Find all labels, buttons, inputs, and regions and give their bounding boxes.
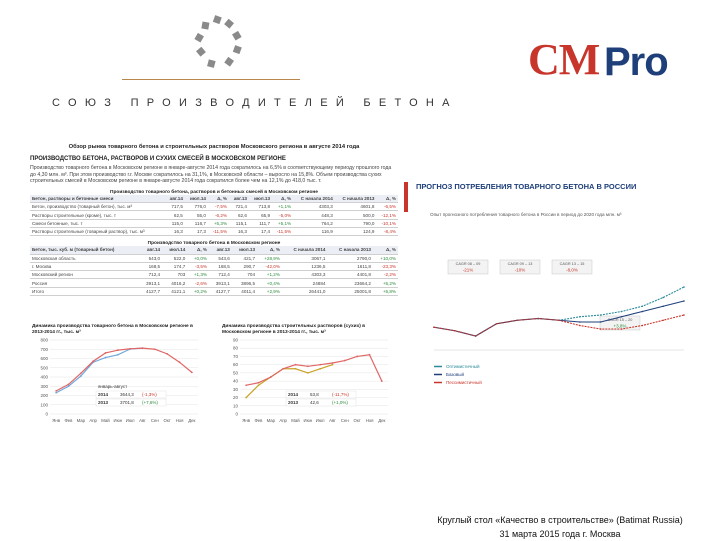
table-cell: 111,7 [249,219,272,227]
logo-squares [194,15,241,68]
table-cell: 168,5 [209,262,232,270]
data-point [55,390,57,392]
x-tick-label: Апр [89,417,97,423]
table-cell: 3913,1 [209,279,232,287]
x-tick-label: Июл [125,417,135,423]
legend-label: Базовый [446,372,465,377]
forecast-point [517,319,519,321]
forecast-point [579,321,581,323]
cagr-label: CAGR 13 – 15 [559,262,585,266]
forecast-point [600,328,602,330]
table-cell: 4016,2 [162,279,187,287]
table-cell: -2,2% [373,271,398,279]
section-title: ПРОИЗВОДСТВО БЕТОНА, РАСТВОРОВ И СУХИХ СМЕСЕЙ В МОСКОВСКОМ РЕГИОНЕ [30,156,286,162]
table-cell: 713,8 [249,203,272,211]
table2-header-row [30,246,398,254]
x-tick-label: Янв [52,417,61,423]
table-cell: 16,3 [165,227,185,235]
chart1-svg [32,336,202,426]
data-point [332,363,334,365]
table-cell: +10,0% [373,254,398,262]
x-tick-label: Дек [188,417,196,423]
y-tick-label: 60 [232,361,238,367]
data-point [307,365,309,367]
table-row [30,227,398,235]
y-tick-label: 80 [232,345,238,351]
table-cell: 26441,0 [282,287,328,295]
column-header: Δ, % [257,246,282,254]
forecast-point [433,326,435,328]
column-header: авг.14 [139,246,162,254]
table-cell: +5,3% [208,219,229,227]
union-name: СОЮЗ ПРОИЗВОДИТЕЛЕЙ БЕТОНА [52,97,458,109]
table-row [30,279,398,287]
table-cell: 116,7 [185,219,208,227]
cagr-label: CAGR 15 – 20 [607,318,633,322]
table-cell: 4011,4 [232,287,257,295]
forecast-point [683,314,685,316]
legend-year: 2013 [98,399,109,405]
table-cell: -11,5% [272,227,293,235]
table-row [30,262,398,270]
x-tick-label: Сен [340,417,349,423]
cmpro-logo-pro: Pro [604,40,668,84]
table-cell: -8,4% [376,227,398,235]
data-point [129,347,131,349]
table-row [30,287,398,295]
forecast-point [662,319,664,321]
concrete-production-chart [32,324,202,431]
column-header: авг.14 [165,195,185,203]
x-tick-label: Июн [113,417,123,423]
forecast-point [683,300,685,302]
table-cell: 4303,3 [293,203,335,211]
table-cell: 290,7 [232,262,257,270]
table-cell: г. Москва [30,262,139,270]
data-point [381,380,383,382]
table-row [30,211,398,219]
table-cell: 421,7 [232,254,257,262]
column-header: С начала 2013 [335,195,377,203]
table-cell: 62,6 [229,211,249,219]
forecast-point [600,314,602,316]
table-cell: Московская область [30,254,139,262]
event-caption [402,513,718,541]
logo-rule [122,79,300,80]
y-tick-label: 300 [40,383,48,389]
table-cell: 543,6 [209,254,232,262]
legend-label: Оптимистичный [446,364,480,369]
table2-caption: Производство товарного бетона в Московском регионе [147,241,281,247]
column-header: Бетон, растворы и бетонные смеси [30,195,165,203]
x-tick-label: Ноя [365,417,374,423]
forecast-chart-svg [404,200,704,385]
forecast-point [662,305,664,307]
table-cell: 124,9 [335,227,377,235]
event-title: Круглый стол «Качество в строительстве» (Batimat Russia) [437,515,683,525]
table-cell: +0,2% [187,287,209,295]
table-cell: -3,5% [187,262,209,270]
column-header: авг.13 [209,246,232,254]
legend-value: 3644,3 [120,391,134,397]
forecast-point [475,335,477,337]
table-cell: -2,6% [187,279,209,287]
y-tick-label: 40 [232,378,238,384]
table-cell: 174,7 [162,262,187,270]
legend-value: 53,8 [310,391,319,397]
legend-label: Пессимистичный [446,380,482,385]
y-tick-label: 20 [232,394,238,400]
table-cell: 776,0 [185,203,208,211]
y-tick-label: 100 [40,401,48,407]
legend-value: 3701,8 [120,399,134,405]
x-tick-label: Апр [279,417,287,423]
table-cell: 790,0 [335,219,377,227]
y-tick-label: 200 [40,392,48,398]
data-point [55,391,57,393]
forecast-point [537,318,539,320]
x-tick-label: Май [291,417,300,423]
data-point [369,353,371,355]
table-cell: -10,1% [376,219,398,227]
forecast-point [621,311,623,313]
table-cell: +1,2% [257,271,282,279]
data-point [356,355,358,357]
chart2-svg [222,336,392,426]
table-cell: Московский регион [30,271,139,279]
forecast-point [621,328,623,330]
x-tick-label: Окт [353,417,361,423]
legend-year: 2014 [98,391,109,397]
legend-delta: (-11,7%) [332,391,349,397]
data-point [92,360,94,362]
x-tick-label: Ноя [175,417,184,423]
data-point [68,383,70,385]
cagr-value: -10% [514,267,526,273]
column-header: Δ, % [208,195,229,203]
table-cell: 1611,8 [327,262,373,270]
concrete-region-table [30,246,398,296]
cagr-value: -8,0% [566,267,578,273]
y-tick-label: 90 [232,337,238,343]
table-cell: +1,1% [272,203,293,211]
table-cell: 448,3 [293,211,335,219]
table-cell: 23664,2 [327,279,373,287]
data-point [68,385,70,387]
table-cell: 4303,3 [282,271,328,279]
y-tick-label: 700 [40,346,48,352]
union-logo-dots [190,14,250,76]
column-header: Δ, % [272,195,293,203]
report-paragraph: Производство товарного бетона в Московском регионе в январе-августе 2014 года сократилось на 6,5% в соответствующему периоду прошлого года до 4,30 млн. м³. При этом производство г.г. Москве сократилось на 31,1%, в Московской области – выросло на 15,8%. Объем производства сухих строительных смесей в Московском регионе в январе-августе 2014 года сократился более чем на 12,1% до 418,0 тыс. т. [30,165,392,185]
table-cell: Итого [30,287,139,295]
table1-caption: Производство товарного бетона, растворов и бетонных смесей в Московском регионе [110,189,318,195]
table-cell: 704 [232,271,257,279]
legend-delta: (-1,3%) [142,391,157,397]
column-header: июл.14 [185,195,208,203]
x-tick-label: Июл [315,417,325,423]
y-tick-label: 70 [232,353,238,359]
report-title: Обзор рынка товарного бетона и строительных растворов Московского региона в августе 2014 года [68,144,360,150]
table-cell: -23,3% [373,262,398,270]
x-tick-label: Май [101,417,110,423]
data-point [319,363,321,365]
y-tick-label: 0 [235,411,238,417]
table-cell: 543,0 [139,254,162,262]
table-cell: 115,0 [165,219,185,227]
table-cell: -12,1% [376,211,398,219]
data-point [142,347,144,349]
data-point [154,348,156,350]
x-tick-label: Авг [329,417,336,423]
table-cell: 764,2 [293,219,335,227]
data-point [258,381,260,383]
table-cell: 712,4 [209,271,232,279]
table-cell: +0,4% [257,279,282,287]
legend-value: 42,6 [310,399,319,405]
table-cell: -42,0% [257,262,282,270]
series-line-2013 [246,354,382,384]
table-cell: +5,2% [373,279,398,287]
table-cell: Бетон, производство (товарный бетон), тыс. м³ [30,203,165,211]
x-tick-label: Дек [378,417,386,423]
table-cell: 3896,5 [232,279,257,287]
table-cell: +5,1% [272,219,293,227]
column-header: авг.13 [229,195,249,203]
table-cell: -7,5% [208,203,229,211]
data-point [105,352,107,354]
table-cell: 17,4 [249,227,272,235]
forecast-point [642,305,644,307]
mortar-production-chart [222,324,392,431]
y-tick-label: 800 [40,337,48,343]
table-row [30,271,398,279]
table1-header-row [30,195,398,203]
table-cell: 62,5 [165,211,185,219]
chart2-title: Динамика производства строительных растворов (сухих) в Московском регионе в 2013-2014 гг., тыс. м³ [222,324,366,335]
table-cell: 2790,0 [327,254,373,262]
x-tick-label: Фев [64,417,73,423]
legend-year: 2013 [288,399,299,405]
table-cell: 4121,1 [162,287,187,295]
forecast-point [454,330,456,332]
table-cell: +2,9% [257,287,282,295]
table-cell: 500,0 [335,211,377,219]
y-tick-label: 400 [40,374,48,380]
x-tick-label: Сен [150,417,159,423]
column-header: Δ, % [187,246,209,254]
table-cell: 712,4 [139,271,162,279]
forecast-series-line [434,301,684,336]
table-cell: 721,4 [229,203,249,211]
table-cell: 168,5 [139,262,162,270]
table-cell: 717,5 [165,203,185,211]
x-tick-label: Июн [303,417,313,423]
data-point [307,372,309,374]
data-point [245,396,247,398]
x-tick-label: Мар [76,417,86,423]
table-cell: 4127,7 [139,287,162,295]
forecast-point [621,316,623,318]
forecast-point [642,311,644,313]
table-cell: 16,3 [229,227,249,235]
table-cell: -6,2% [208,211,229,219]
data-point [258,384,260,386]
table-cell: +0,0% [187,254,209,262]
y-tick-label: 10 [232,402,238,408]
table-cell: -6,5% [376,203,398,211]
x-tick-label: Янв [242,417,251,423]
y-tick-label: 30 [232,386,238,392]
x-tick-label: Мар [266,417,276,423]
x-tick-label: Фев [254,417,263,423]
data-point [80,375,82,377]
y-tick-label: 600 [40,355,48,361]
forecast-point [662,297,664,299]
chart-annotation: январь-август [98,383,128,389]
legend-delta: (+7,6%) [142,399,158,405]
data-point [295,363,297,365]
column-header: С начала 2014 [293,195,335,203]
forecast-panel [404,180,704,385]
forecast-point [496,323,498,325]
data-point [344,359,346,361]
table-cell: 3913,1 [139,279,162,287]
table-cell: 522,0 [162,254,187,262]
table-cell: Растворы строительные (кроме), тыс. т [30,211,165,219]
forecast-caption: Опыт прогнозного потребления товарного бетона в России в период до 2020 года млн. м³ [430,212,622,217]
table-cell: 25001,8 [327,287,373,295]
table-cell: 3067,1 [282,254,328,262]
cagr-value: +3,8% [613,323,627,329]
table-cell: 703 [162,271,187,279]
y-tick-label: 500 [40,364,48,370]
legend-delta: (+1,0%) [332,399,348,405]
forecast-series-line [434,287,684,336]
data-point [319,367,321,369]
table-cell: 115,1 [229,219,249,227]
production-table [30,195,398,236]
data-point [270,376,272,378]
data-point [332,362,334,364]
column-header: С начала 2014 [282,246,328,254]
data-point [117,349,119,351]
table2-body [30,254,398,295]
forecast-point [579,325,581,327]
data-point [191,371,193,373]
cagr-label: CAGR 09 – 13 [507,262,533,266]
table-cell: 1236,5 [282,262,328,270]
table-cell: Россия [30,279,139,287]
table1-body [30,203,398,236]
forecast-point [683,286,685,288]
forecast-point [558,319,560,321]
column-header: С начала 2013 [327,246,373,254]
x-tick-label: Окт [163,417,171,423]
column-header: Бетон, тыс. куб. м (товарный бетон) [30,246,139,254]
column-header: июл.13 [232,246,257,254]
data-point [105,356,107,358]
table-cell: Растворы строительные (товарный раствор), тыс. м³ [30,227,165,235]
column-header: Δ, % [373,246,398,254]
table-cell: -11,5% [208,227,229,235]
data-point [245,384,247,386]
table-cell: 4601,8 [335,203,377,211]
data-point [179,361,181,363]
table-row [30,254,398,262]
table-cell: Смеси бетонные, тыс. т [30,219,165,227]
table-cell: -5,0% [272,211,293,219]
forecast-point [579,316,581,318]
chart1-title: Динамика производства товарного бетона в Московском регионе в 2013-2014 гг., тыс. м³ [32,324,193,335]
column-header: июл.13 [249,195,272,203]
table-cell: +5,8% [373,287,398,295]
event-date: 31 марта 2015 года г. Москва [499,529,621,539]
cagr-label: CAGR 08 – 09 [455,262,481,266]
data-point [166,353,168,355]
table-cell: 4127,7 [209,287,232,295]
legend-year: 2014 [288,391,299,397]
table-cell: 4401,8 [327,271,373,279]
table-row [30,219,398,227]
forecast-point [642,325,644,327]
forecast-title: ПРОГНОЗ ПОТРЕБЛЕНИЯ ТОВАРНОГО БЕТОНА В РОССИИ [416,182,637,191]
y-tick-label: 50 [232,369,238,375]
column-header: июл.14 [162,246,187,254]
table-cell: 116,9 [293,227,335,235]
data-point [117,353,119,355]
table-cell: 17,3 [185,227,208,235]
cmpro-logo-cm: CM [528,35,600,84]
table-cell: +1,3% [187,271,209,279]
forecast-series-line [434,315,684,336]
data-point [282,367,284,369]
table-cell: 24884 [282,279,328,287]
table-row [30,203,398,211]
cagr-value: -21% [462,267,474,273]
forecast-point [600,321,602,323]
data-point [80,372,82,374]
table-cell: +28,9% [257,254,282,262]
table-cell: 65,9 [249,211,272,219]
data-point [295,367,297,369]
y-tick-label: 0 [45,411,48,417]
column-header: Δ, % [376,195,398,203]
x-tick-label: Авг [139,417,146,423]
table-cell: 55,0 [185,211,208,219]
